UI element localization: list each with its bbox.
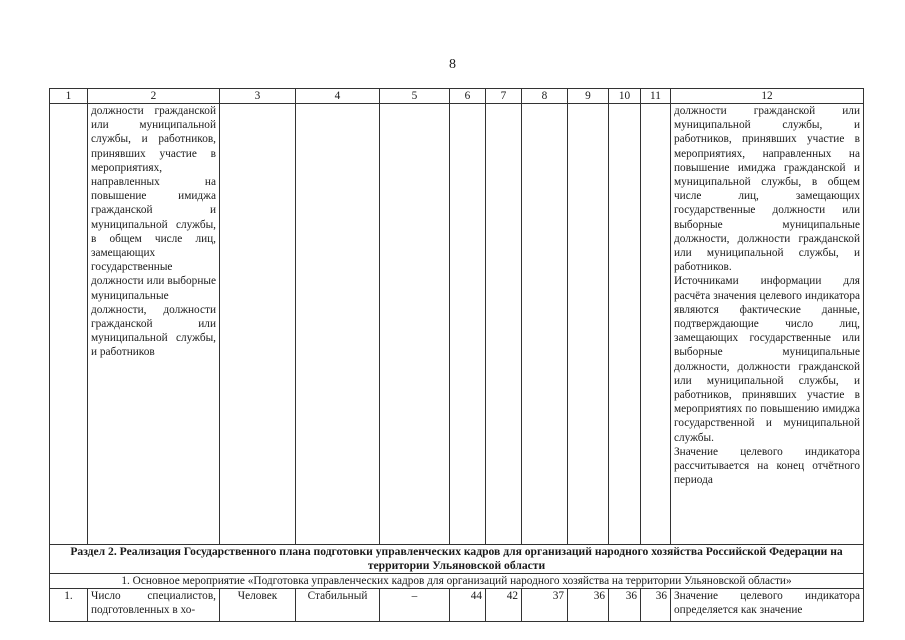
method-paragraph: Значение целевого индикатора рассчитывается на конец отчётного периода (674, 445, 860, 487)
measure-title: 1. Основное мероприятие «Подготовка управленческих кадров для организаций народного хозяйства на территории Ульяновской области» (50, 574, 864, 589)
column-number: 8 (522, 89, 568, 104)
method-paragraph: должности гражданской или муниципальной службы, и работников, принявших участие в мероприятиях, направленных на повышение имиджа гражданской и муниципальной службы, в общем числе лиц, замещающих государственные должности или выборные муниципальные должности, должности гражданской или муниципальной службы, и работников. (674, 105, 860, 274)
base-value: – (380, 589, 450, 622)
column-number: 12 (671, 89, 864, 104)
column-number: 3 (220, 89, 296, 104)
column-number: 10 (609, 89, 641, 104)
value-col-6: 44 (450, 589, 486, 622)
continued-row (50, 104, 864, 545)
table-row (50, 589, 864, 622)
measure-row (50, 574, 864, 589)
column-number: 7 (486, 89, 522, 104)
calculation-method: Значение целевого индикатора определяется как значение (671, 589, 864, 622)
column-number: 11 (641, 89, 671, 104)
method-paragraph: Источниками информации для расчёта значения целевого индикатора являются фактические данные, подтверждающие число лиц, замещающих государственные или выборные муниципальные должности, должности гражданской или муниципальной службы, и работников, принявших участие в мероприятиях по повышению имиджа государственной и муниципальной службы. (674, 275, 860, 444)
value-col-9: 36 (568, 589, 609, 622)
value-col-11: 36 (641, 589, 671, 622)
column-number: 2 (88, 89, 220, 104)
unit-of-measure: Человек (220, 589, 296, 622)
page-number: 8 (449, 57, 456, 72)
calculation-method-continued (671, 104, 864, 545)
value-col-8: 37 (522, 589, 568, 622)
indicator-name: Число специалистов, подготовленных в хо- (88, 589, 220, 622)
indicator-name-continued: должности гражданской или муниципальной службы, и работников, принявших участие в мероприятиях, направленных на повышение имиджа гражданской и муниципальной службы, в общем числе лиц, замещающих государственные должности или выборные муниципальные должности, должности гражданской или муниципальной службы, и работников (88, 104, 220, 545)
value-col-7: 42 (486, 589, 522, 622)
section-row (50, 545, 864, 574)
column-number: 6 (450, 89, 486, 104)
column-number: 4 (296, 89, 380, 104)
column-number: 9 (568, 89, 609, 104)
value-col-10: 36 (609, 589, 641, 622)
column-number: 1 (50, 89, 88, 104)
column-number-row (50, 89, 864, 104)
section-title: Раздел 2. Реализация Государственного плана подготовки управленческих кадров для организаций народного хозяйства Российской Федерации на территории Ульяновской области (50, 545, 864, 574)
indicator-table (49, 88, 864, 622)
column-number: 5 (380, 89, 450, 104)
row-number: 1. (50, 589, 88, 622)
indicator-type: Стабильный (296, 589, 380, 622)
